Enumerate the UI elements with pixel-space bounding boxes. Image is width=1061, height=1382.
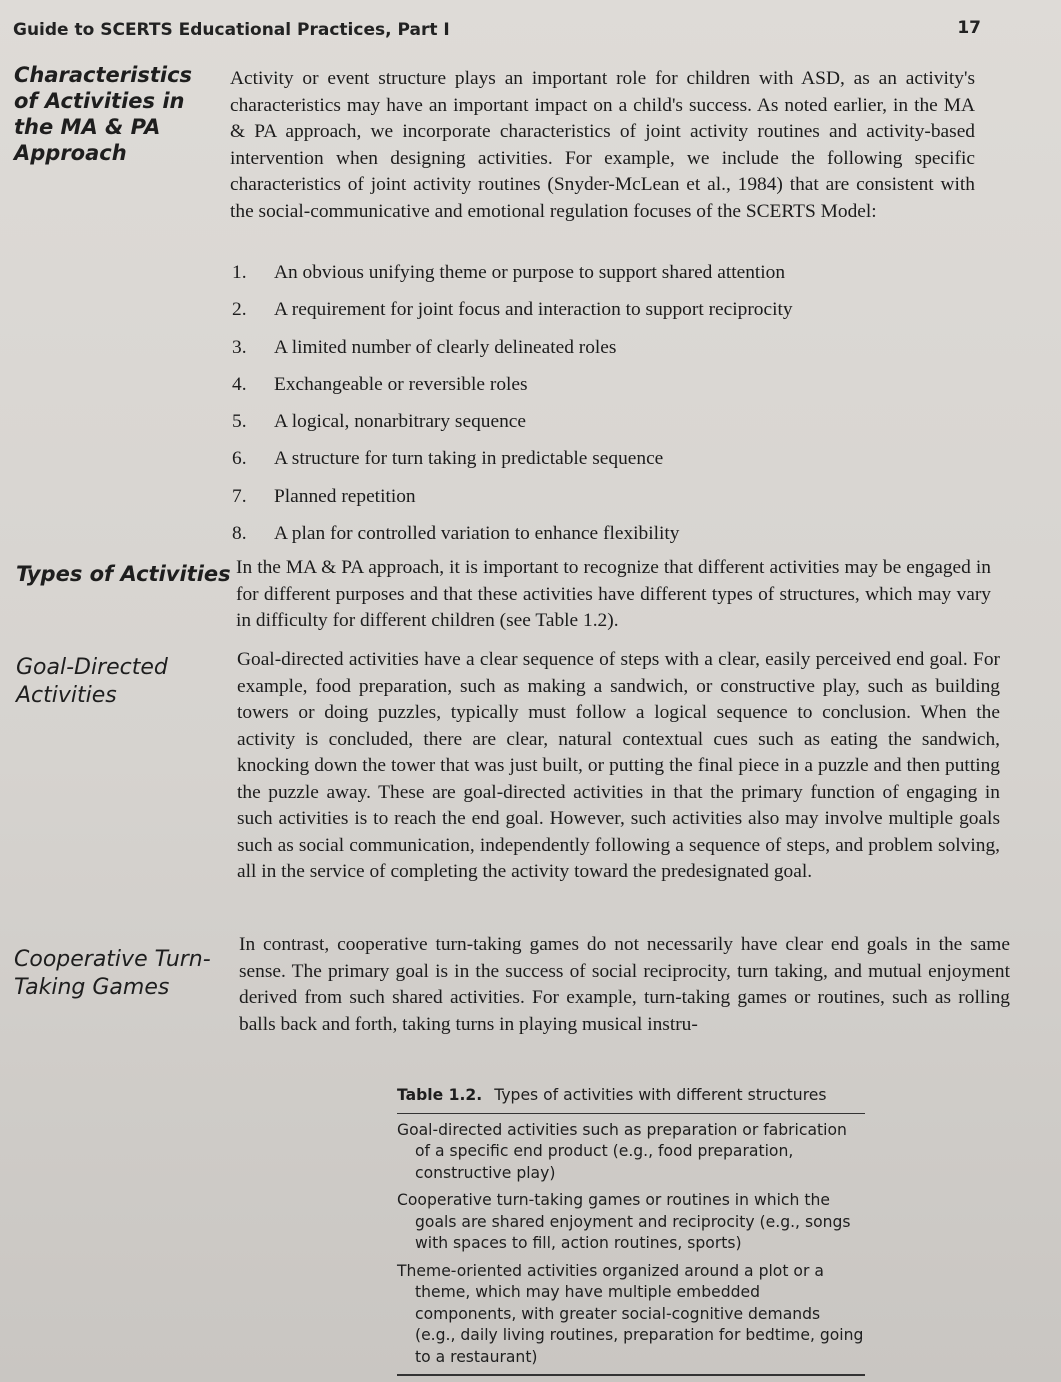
goal-directed-paragraph: Goal-directed activities have a clear sequence of steps with a clear, easily perceived end goal. For example, food preparation, such as making a sandwich, or constructive play, such as building towers or doing puzzles, typically must follow a logical sequence to conclusion. When the activity is concluded, there are clear, natural contextual cues such as eating the sandwich, knocking down the tower that was just built, or putting the final piece in a puzzle and then putting the puzzle away. These are goal-directed activities in that the primary function of engaging in such activities is to reach the end goal. However, such activities also may involve multiple goals such as social communication, independently following a sequence of steps, and problem solving, all in the service of completing the activity toward the predesignated goal. (237, 649, 1000, 882)
table-row: Cooperative turn-taking games or routines in which the goals are shared enjoyment and reciprocity (e.g., songs with spaces to fill, action routines, sports) (397, 1191, 851, 1252)
types-paragraph: In the MA & PA approach, it is important to recognize that different activities may be engaged in for different purposes and that these activities have different types of structures, which may vary in difficulty for different children (see Table 1.2). (236, 557, 991, 631)
characteristics-paragraph: Activity or event structure plays an important role for children with ASD, as an activity's characteristics may have an important impact on a child's success. As noted earlier, in the MA & PA approach, we incorporate characteristics of joint activity routines and activity-based intervention when designing activities. For example, we include the following specific characteristics of joint activity routines (Snyder-McLean et al., 1984) that are consistent with the social-communicative and emotional regulation focuses of the SCERTS Model: (230, 68, 975, 222)
goal-directed-heading: Goal-Directed Activities (16, 655, 168, 708)
types-heading: Types of Activities (16, 562, 231, 586)
list-item: 3. A limited number of clearly delineated roles (232, 336, 617, 358)
cooperative-heading: Cooperative Turn-Taking Games (14, 947, 211, 1000)
list-item: 7. Planned repetition (232, 485, 416, 507)
list-item: 2. A requirement for joint focus and interaction to support reciprocity (232, 299, 793, 321)
list-item: 6. A structure for turn taking in predictable sequence (232, 448, 664, 470)
table-label: Table 1.2. (397, 1086, 483, 1104)
cooperative-paragraph: In contrast, cooperative turn-taking games do not necessarily have clear end goals in the same sense. The primary goal is in the success of social reciprocity, turn taking, and mutual enjoyment derived from such shared activities. For example, turn-taking games or routines, such as rolling balls back and forth, taking turns in playing musical instru- (239, 934, 1010, 1035)
running-head (13, 18, 1053, 46)
characteristics-heading: Characteristics of Activities in the MA & PA Approach (14, 63, 193, 165)
list-item: 4. Exchangeable or reversible roles (232, 373, 528, 395)
table-title: Types of activities with different structures (494, 1086, 827, 1104)
list-item: 1. An obvious unifying theme or purpose to support shared attention (232, 262, 786, 283)
page-number: 17 (957, 18, 981, 38)
table-1-2 (397, 1085, 865, 1376)
list-item: 8. A plan for controlled variation to enhance flexibility (232, 523, 680, 545)
table-row: Goal-directed activities such as preparation or fabrication of a specific end product (e.g., food preparation, constructive play) (397, 1120, 847, 1182)
table-row: Theme-oriented activities organized around a plot or a theme, which may have multiple embedded components, with greater social-cognitive demands (e.g., daily living routines, preparation for bedtime, going to a restaurant) (397, 1261, 864, 1366)
table-bottom-rule (397, 1374, 865, 1376)
running-head-title: Guide to SCERTS Educational Practices, Part I (13, 20, 450, 40)
characteristics-list (232, 262, 992, 560)
table-caption (397, 1085, 865, 1114)
list-item: 5. A logical, nonarbitrary sequence (232, 411, 526, 433)
